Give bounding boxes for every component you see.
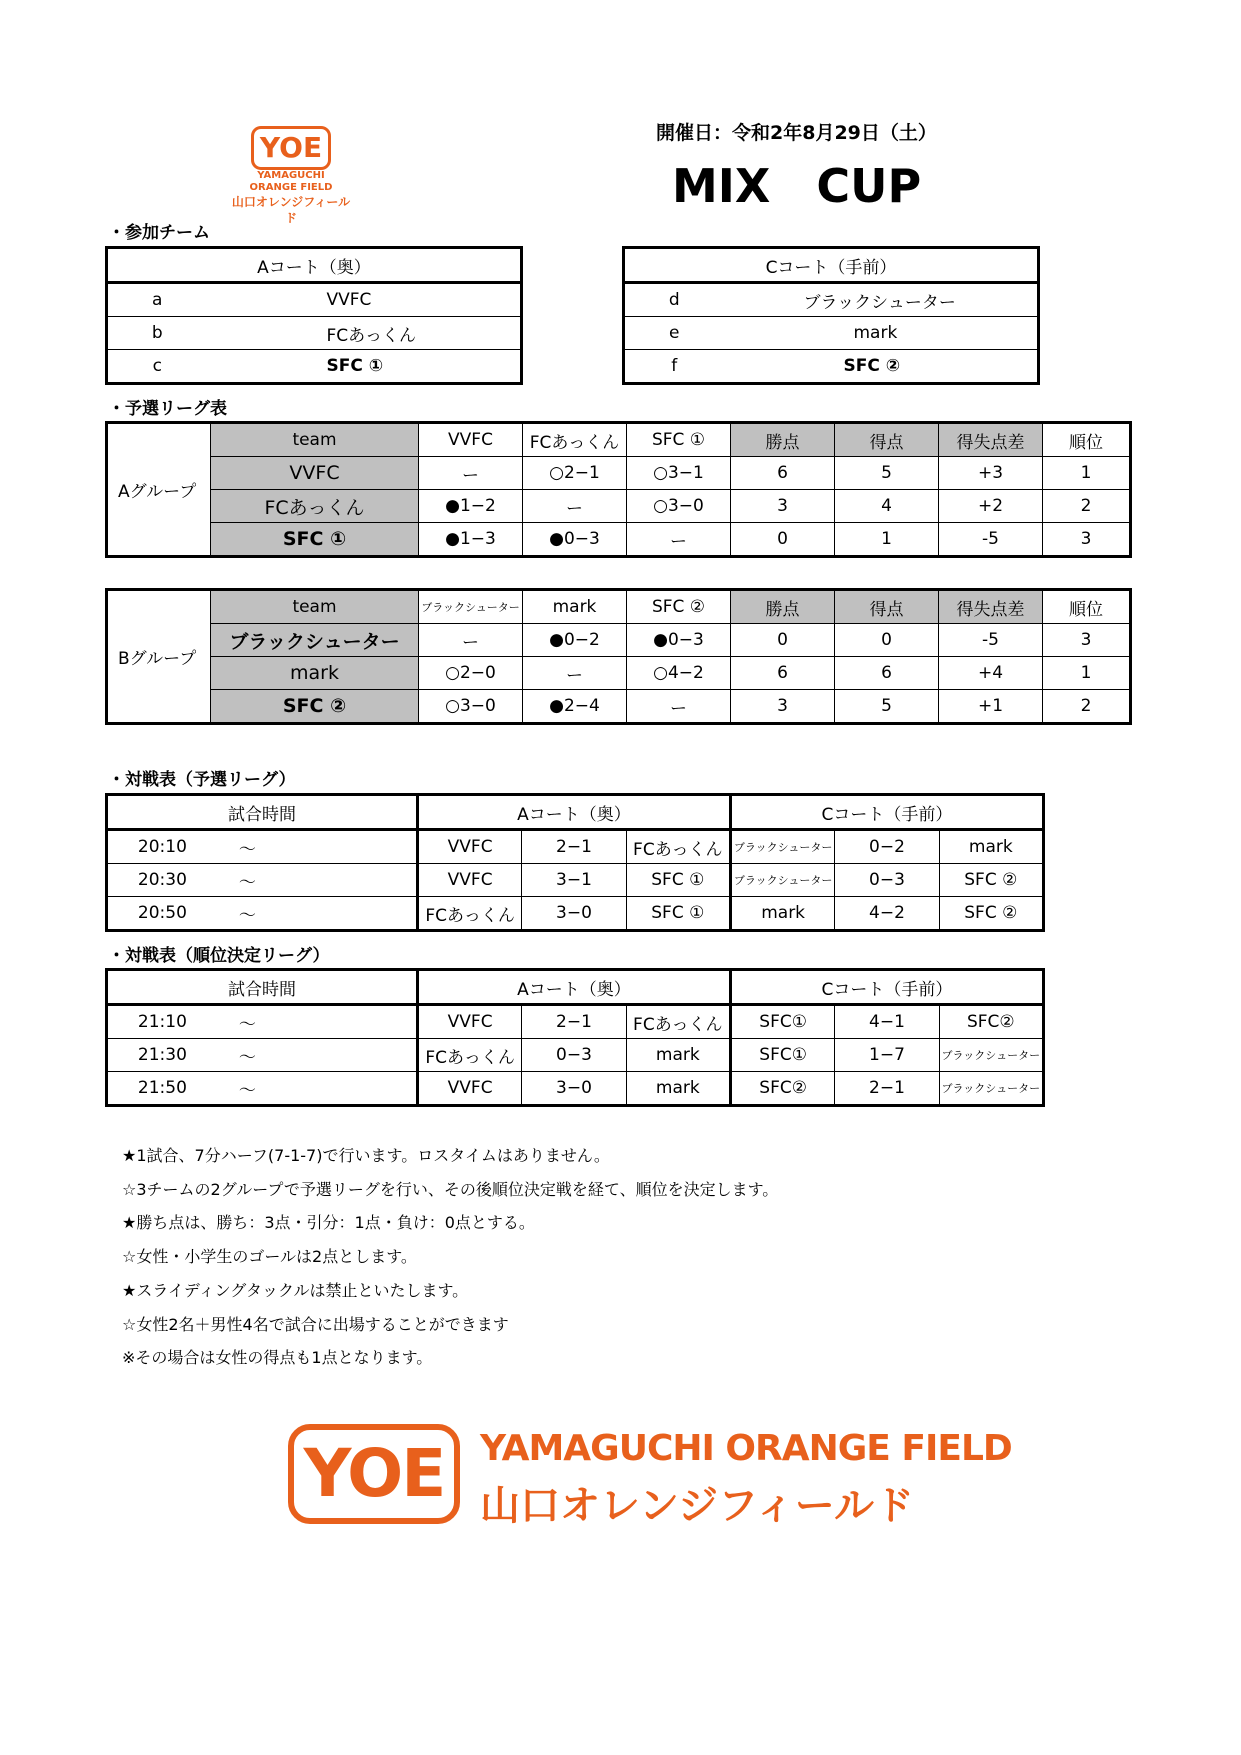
goals-cell: 1 [835,523,939,557]
rank-cell: 3 [1043,523,1131,557]
col-header: Aコート（奥） [417,795,730,830]
group-a-label: Aグループ [107,423,211,557]
court-row [624,317,1039,350]
score-cell: 0−3 [835,864,939,897]
table-row [107,830,1044,864]
away-team: SFC ① [626,864,730,897]
rank-cell: 1 [1043,457,1131,490]
team-cell: VVFC [211,457,419,490]
points-cell: 6 [731,657,835,690]
tilde-cell: 〜 [217,1005,418,1039]
court-team: FCあっくん [207,317,522,350]
rank-cell: 2 [1043,690,1131,724]
court-row [107,283,522,317]
result-cell: ●0−3 [627,624,731,657]
group-a-table [105,421,1132,558]
result-cell: ー [627,523,731,557]
col-header: 勝点 [731,423,835,457]
court-team: SFC ① [207,350,522,384]
time-cell: 21:30 [107,1039,217,1072]
col-header: SFC ② [627,590,731,624]
court-a-table [105,246,523,385]
result-cell: ●2−4 [523,690,627,724]
home-team: FCあっくん [417,897,521,931]
note-line: ★スライディングタックルは禁止といたします。 [122,1281,469,1300]
court-team: VVFC [207,283,522,317]
logo-small-line1: YAMAGUCHI [257,170,325,181]
goal-diff-cell: +1 [939,690,1043,724]
court-c-table [622,246,1040,385]
court-team: ブラックシューター [724,283,1039,317]
tilde-cell: 〜 [217,897,418,931]
tilde-cell: 〜 [217,1039,418,1072]
away-team: mark [939,830,1043,864]
away-team: FCあっくん [626,1005,730,1039]
home-team: VVFC [417,1072,521,1106]
home-team: VVFC [417,864,521,897]
col-header: 試合時間 [107,795,418,830]
result-cell: ○2−1 [523,457,627,490]
result-cell: ー [523,657,627,690]
home-team: SFC① [730,1005,834,1039]
tilde-cell: 〜 [217,1072,418,1106]
score-cell: 4−1 [835,1005,939,1039]
time-cell: 20:10 [107,830,217,864]
score-cell: 3−0 [522,1072,626,1106]
col-header: 順位 [1043,590,1131,624]
score-cell: 1−7 [835,1039,939,1072]
footer-logo-line1: YAMAGUCHI ORANGE FIELD [480,1428,1012,1469]
court-letter: a [107,283,207,317]
note-line: ☆女性2名＋男性4名で試合に出場することができます [122,1315,509,1334]
note-line: ☆女性・小学生のゴールは2点とします。 [122,1247,417,1266]
rank-cell: 3 [1043,624,1131,657]
away-team: mark [626,1072,730,1106]
footer-logo-mark: YOE [288,1424,460,1524]
home-team: VVFC [417,1005,521,1039]
result-cell: ●0−2 [523,624,627,657]
col-header: 得失点差 [939,423,1043,457]
event-title: MIX CUP [672,159,922,213]
goals-cell: 5 [835,457,939,490]
score-cell: 4−2 [835,897,939,931]
away-team: SFC ② [939,864,1043,897]
note-line: ※その場合は女性の得点も1点となります。 [122,1348,433,1367]
footer-logo [288,1424,1012,1529]
score-cell: 0−2 [835,830,939,864]
court-team: mark [724,317,1039,350]
table-row [107,1072,1044,1106]
note-line: ★勝ち点は、勝ち：3点・引分：1点・負け：0点とする。 [122,1213,535,1232]
table-row [107,1039,1044,1072]
time-cell: 21:10 [107,1005,217,1039]
col-header: 試合時間 [107,970,418,1005]
section-schedule-ranking: ・対戦表（順位決定リーグ） [108,946,330,966]
col-header: VVFC [419,423,523,457]
points-cell: 0 [731,523,835,557]
home-team: VVFC [417,830,521,864]
result-cell: ○3−0 [627,490,731,523]
time-cell: 20:30 [107,864,217,897]
tilde-cell: 〜 [217,864,418,897]
logo-small [226,126,356,226]
group-b-table [105,588,1132,725]
col-header: SFC ① [627,423,731,457]
court-team: SFC ② [724,350,1039,384]
goals-cell: 6 [835,657,939,690]
col-header: Cコート（手前） [730,970,1043,1005]
result-cell: ー [419,624,523,657]
score-cell: 2−1 [835,1072,939,1106]
score-cell: 3−1 [522,864,626,897]
away-team: SFC ② [939,897,1043,931]
result-cell: ー [419,457,523,490]
col-header: 得点 [835,423,939,457]
court-letter: c [107,350,207,384]
goal-diff-cell: -5 [939,523,1043,557]
col-header: 得点 [835,590,939,624]
rank-cell: 1 [1043,657,1131,690]
note-line: ★1試合、7分ハーフ(7-1-7)で行います。ロスタイムはありません。 [122,1146,610,1165]
court-letter: d [624,283,724,317]
result-cell: ○3−1 [627,457,731,490]
goal-diff-cell: +4 [939,657,1043,690]
away-team: ブラックシューター [939,1072,1043,1106]
goal-diff-cell: -5 [939,624,1043,657]
col-header: team [211,590,419,624]
goal-diff-cell: +3 [939,457,1043,490]
group-b-label: Bグループ [107,590,211,724]
result-cell: ○4−2 [627,657,731,690]
goals-cell: 4 [835,490,939,523]
table-row [107,864,1044,897]
schedule-ranking-table [105,968,1045,1107]
home-team: SFC② [730,1072,834,1106]
points-cell: 6 [731,457,835,490]
away-team: SFC② [939,1005,1043,1039]
logo-small-line2: ORANGE FIELD [249,182,333,193]
result-cell: ー [523,490,627,523]
col-header: ブラックシューター [419,590,523,624]
table-row [107,490,1131,523]
logo-small-line3: 山口オレンジフィールド [231,195,351,225]
away-team: ブラックシューター [939,1039,1043,1072]
score-cell: 2−1 [522,830,626,864]
goals-cell: 5 [835,690,939,724]
court-row [624,283,1039,317]
away-team: mark [626,1039,730,1072]
home-team: ブラックシューター [730,864,834,897]
section-league: ・予選リーグ表 [108,399,227,419]
col-header: 得失点差 [939,590,1043,624]
points-cell: 0 [731,624,835,657]
tilde-cell: 〜 [217,830,418,864]
table-row [107,1005,1044,1039]
score-cell: 2−1 [522,1005,626,1039]
table-row [107,523,1131,557]
col-header: 順位 [1043,423,1131,457]
goals-cell: 0 [835,624,939,657]
col-header: 勝点 [731,590,835,624]
score-cell: 0−3 [522,1039,626,1072]
court-letter: e [624,317,724,350]
goal-diff-cell: +2 [939,490,1043,523]
col-header: FCあっくん [523,423,627,457]
home-team: mark [730,897,834,931]
table-row [107,657,1131,690]
logo-small-mark: YOE [251,126,331,170]
away-team: SFC ① [626,897,730,931]
team-cell: ブラックシューター [211,624,419,657]
team-cell: SFC ② [211,690,419,724]
result-cell: ○3−0 [419,690,523,724]
schedule-prelim-table [105,793,1045,932]
table-row [107,624,1131,657]
away-team: FCあっくん [626,830,730,864]
time-cell: 21:50 [107,1072,217,1106]
col-header: Aコート（奥） [417,970,730,1005]
table-row [107,897,1044,931]
court-row [107,350,522,384]
result-cell: ー [627,690,731,724]
col-header: mark [523,590,627,624]
rank-cell: 2 [1043,490,1131,523]
table-row [107,690,1131,724]
court-letter: f [624,350,724,384]
court-letter: b [107,317,207,350]
footer-logo-line2: 山口オレンジフィールド [480,1483,914,1529]
note-line: ☆3チームの2グループで予選リーグを行い、その後順位決定戦を経て、順位を決定します。 [122,1180,779,1199]
home-team: ブラックシューター [730,830,834,864]
result-cell: ●1−3 [419,523,523,557]
time-cell: 20:50 [107,897,217,931]
result-cell: ●1−2 [419,490,523,523]
table-row [107,457,1131,490]
section-teams: ・参加チーム [108,223,210,243]
col-header: Cコート（手前） [730,795,1043,830]
score-cell: 3−0 [522,897,626,931]
home-team: SFC① [730,1039,834,1072]
court-row [107,317,522,350]
team-cell: mark [211,657,419,690]
team-cell: SFC ① [211,523,419,557]
section-schedule-prelim: ・対戦表（予選リーグ） [108,770,296,790]
home-team: FCあっくん [417,1039,521,1072]
points-cell: 3 [731,490,835,523]
court-c-title: Cコート（手前） [624,248,1039,283]
event-date: 開催日：令和2年8月29日（土） [656,122,937,144]
court-row [624,350,1039,384]
result-cell: ○2−0 [419,657,523,690]
points-cell: 3 [731,690,835,724]
team-cell: FCあっくん [211,490,419,523]
col-header: team [211,423,419,457]
result-cell: ●0−3 [523,523,627,557]
court-a-title: Aコート（奥） [107,248,522,283]
